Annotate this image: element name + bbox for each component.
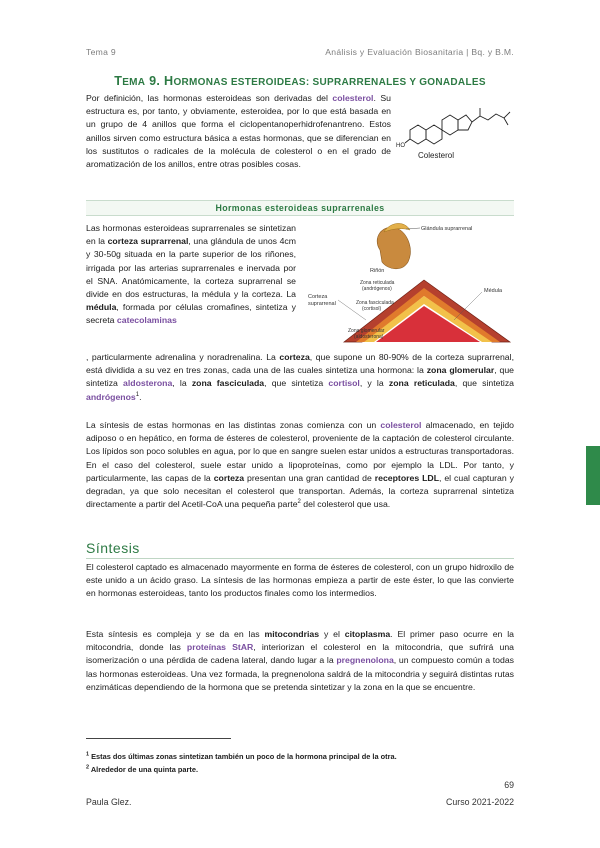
svg-text:HO: HO <box>396 143 405 149</box>
keyword-catecolaminas: catecolaminas <box>116 315 177 326</box>
zona-reticulada-label: Zona reticulada <box>360 280 395 286</box>
footer-author: Paula Glez. <box>86 797 132 807</box>
intro-continued: . Su estructura es, por tanto, y obviamente, esteroidea, por lo que está basada en un grupo de 4 anillos que forma el ciclopentanoperhidrofenantreno. Estos anillos sirven como estructura básica a estas hormonas, que se diferencian en los sustitutos o radicales de la molécula de colesterol o en el grado de aromatización de los anillos, entre otras posibles cosas. <box>86 93 391 170</box>
synthesis-intro-paragraph: La síntesis de estas hormonas en las distintas zonas comienza con un colesterol almacenado, en tejido adiposo o en hepático, en forma de ésteres de colesterol, proveniente de la captación de colesterol circulante. Los lípidos son poco solubles en agua, por lo que en sangre suelen estar unidos a estructuras transportadoras. En el caso del colesterol, suele estar unido a lipoproteínas, como por ejemplo la LDL. Por tanto, y particularmente, las capas de la corteza presentan una gran cantidad de receptores LDL, el cual capturan y degradan, ya que solo necesitan el colesterol que transportan. Además, la corteza suprarrenal sintetiza directamente a partir del Acetil-CoA una pequeña parte$^2$ del colesterol que usa. <box>86 420 515 510</box>
cholesterol-molecule-diagram <box>396 88 514 160</box>
footnote-2: $^2$ Alrededor de una quinta parte. <box>86 764 199 774</box>
sintesis-paragraph-1: El colesterol captado es almacenado mayormente en forma de ésteres de colesterol, con un grupo hidroxilo de este unido a un ácido graso. La síntesis de las hormonas empieza a partir de este éster, lo que las convierte en hormonas esteroideas, tanto los productos finales como los intermedios. <box>86 562 514 599</box>
molecule-caption: Colesterol <box>418 151 455 160</box>
running-header-right: Análisis y Evaluación Biosanitaria | Bq. y B.M. <box>325 47 514 57</box>
keyword-pregnenolona: pregnenolona <box>336 655 394 666</box>
section-band: Hormonas esteroideas suprarrenales <box>86 200 514 216</box>
svg-text:suprarrenal: suprarrenal <box>308 301 336 307</box>
keyword-colesterol: colesterol <box>332 93 374 103</box>
zona-glomerular-label: Zona glomerular <box>348 328 385 334</box>
sintesis-paragraph-2: Esta síntesis es compleja y se da en las mitocondrias y el citoplasma. El primer paso ocurre en la mitocondria, donde las proteínas StAR, interiorizan el colesterol en la mitocondria, que sufrirá una isomerización o una pérdida de cadena lateral, dando lugar a la pregnenolona, un compuesto común a todas las hormonas esteroideas. Una vez formada, la pregnenolona saldrá de la mitocondria y seguirá distintas rutas enzimáticas dependiendo de la hormona que se pretenda sintetizar y la zona en la que se encuentre. <box>86 629 514 692</box>
svg-text:(andrógenos): (andrógenos) <box>362 286 392 292</box>
intro-paragraph-top: Por definición, las hormonas esteroideas son derivadas del colesterol. Su estructura es, por tanto, y obviamente, esteroidea, por lo que está basada en un grupo de 4 anillos que forma el ciclopentanoperhidrofenantreno. Estos anillos sirven como estructura básica a estas hormonas, que se diferencian en los sustitutos o radicales de la molécula de colesterol o en el grado de aromatización de los anillos, entre otras posibles cosas. <box>86 93 391 170</box>
supra-paragraph: Las hormonas esteroideas suprarrenales se sintetizan en la corteza suprarrenal, una glándula de unos 4cm y 30-50g situada en la parte superior de los riñones, irrigada por las arterias suprarrenales e inervada por el SNA. Anatómicamente, la corteza suprarrenal se divide en dos estructuras, la médula y la corteza. La médula, formada por células cromafines, sintetiza y secreta catecolaminas <box>86 223 296 326</box>
keyword-aldosterona: aldosterona <box>123 378 173 389</box>
cortex-label: Corteza <box>308 294 328 300</box>
page-number: 69 <box>504 780 514 790</box>
section-tab-marker <box>586 446 600 505</box>
running-header-left: Tema 9 <box>86 47 116 57</box>
medulla-label: Médula <box>484 288 503 294</box>
zona-fasciculada-label: Zona fasciculada <box>356 300 394 306</box>
kidney-label: Riñón <box>370 268 385 274</box>
svg-text:(cortisol): (cortisol) <box>362 306 382 312</box>
keyword-proteinas-star: proteínas StAR <box>186 642 254 653</box>
keyword-cortisol: cortisol <box>328 378 360 389</box>
footnote-separator <box>86 738 231 739</box>
section-title-sintesis: Síntesis <box>86 540 514 559</box>
footer-course: Curso 2021-2022 <box>446 797 514 807</box>
footnote-1: $^1$ Estas dos últimas zonas sintetizan también un poco de la hormona principal de la otra. <box>86 751 397 761</box>
keyword-androgenos: andrógenos <box>86 391 136 402</box>
keyword-colesterol-2: colesterol <box>380 420 422 430</box>
page-title: TEMA 9. HORMONAS ESTEROIDEAS: SUPRARRENALES Y GONADALES <box>114 74 486 88</box>
adrenal-gland-figure <box>304 220 516 350</box>
supra-paragraph-continued: , particularmente adrenalina y noradrenalina. La corteza, que supone un 80-90% de la corteza suprarrenal, está dividida a su vez en tres zonas, cada una de las cuales sintetiza una hormona: la zona glomerular, que sintetiza aldosterona, la zona fasciculada, que sintetiza cortisol, y la zona reticulada, que sintetiza andrógenos$^1$. <box>86 352 514 402</box>
svg-text:(aldosterona): (aldosterona) <box>354 334 384 340</box>
gland-label: Glándula suprarrenal <box>421 226 473 232</box>
